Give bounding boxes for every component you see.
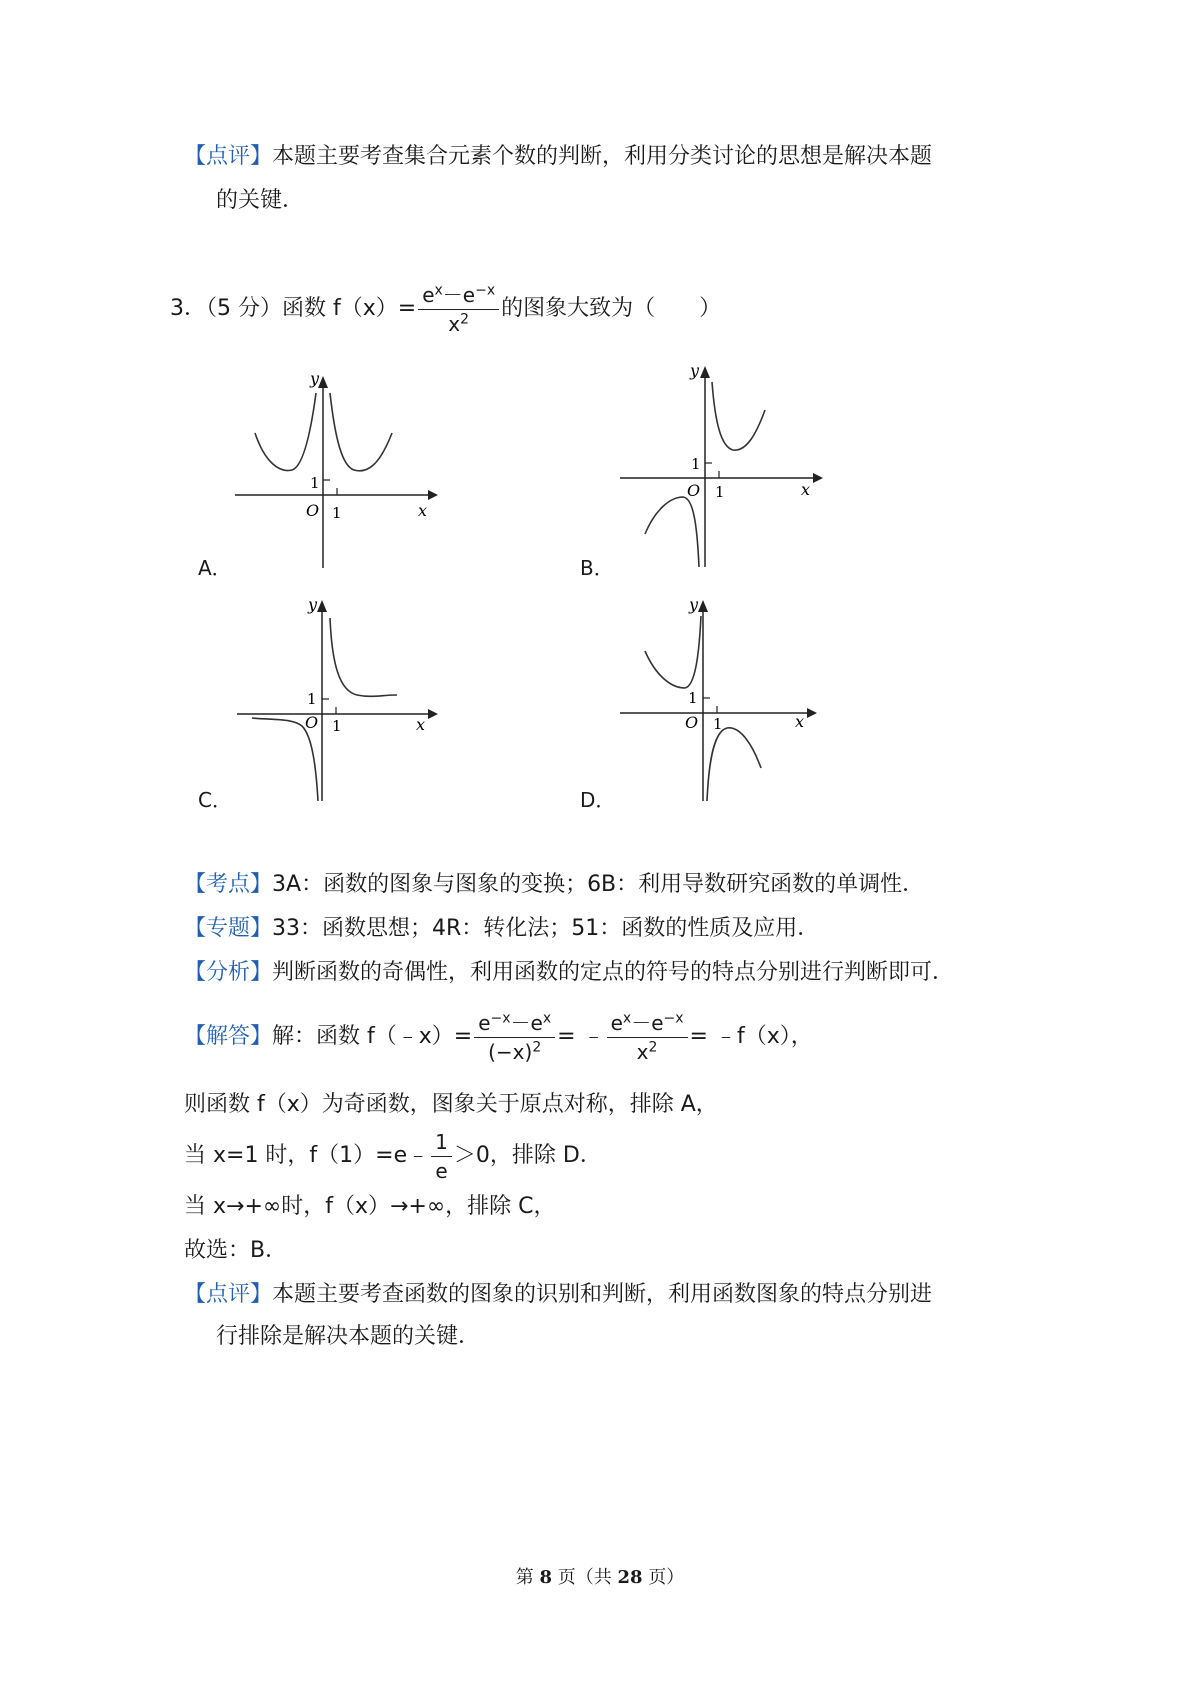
page-footer: 第 8 页（共 28 页） bbox=[515, 1567, 685, 1588]
jieda-tag: 【解答】 bbox=[184, 1024, 273, 1049]
graph-a bbox=[230, 368, 440, 573]
kaodian-text: 3A：函数的图象与图象的变换；6B：利用导数研究函数的单调性． bbox=[272, 872, 925, 897]
tick-x-label: 1 bbox=[715, 483, 725, 501]
one-over-e-fraction: $\frac{1}{e}$ bbox=[431, 1130, 452, 1183]
tick-y-label: 1 bbox=[691, 455, 701, 473]
review-text: 本题主要考查函数的图象的识别和判断，利用函数图象的特点分别进 bbox=[272, 1282, 933, 1307]
jieda-line-3: 当 x=1 时，f（1）=e﹣ $\frac{1}{e}$ ＞0，排除 D． bbox=[184, 1129, 602, 1183]
x-axis-label: x bbox=[418, 501, 428, 520]
option-d-label: D． bbox=[580, 788, 616, 812]
option-a-label: A． bbox=[198, 556, 232, 580]
x-axis-label: x bbox=[801, 480, 811, 499]
page-number: 8 bbox=[539, 1567, 552, 1588]
x-axis-label: x bbox=[795, 712, 805, 731]
option-c-label: C． bbox=[198, 788, 232, 812]
jieda-line-4: 当 x→+∞时，f（x）→+∞，排除 C， bbox=[184, 1194, 556, 1219]
zhuanti-tag: 【专题】 bbox=[184, 916, 273, 941]
zhuanti-text: 33：函数思想；4R：转化法；51：函数的性质及应用． bbox=[272, 916, 820, 941]
origin-label: O bbox=[685, 713, 699, 732]
jieda-fraction-2: $\frac{e^x-e^{-x}}{x^2}$ bbox=[607, 1011, 688, 1064]
jieda-line-2: 则函数 f（x）为奇函数，图象关于原点对称，排除 A， bbox=[184, 1092, 718, 1117]
jieda-fraction-1: $\frac{e^{-x}-e^x}{(-x)^2}$ bbox=[474, 1011, 555, 1064]
tick-y-label: 1 bbox=[310, 474, 320, 492]
tick-y-label: 1 bbox=[688, 689, 698, 707]
tick-y-label: 1 bbox=[307, 690, 317, 708]
graph-c bbox=[232, 596, 442, 806]
review-tag: 【点评】 bbox=[184, 1282, 273, 1307]
y-axis-label: y bbox=[690, 362, 700, 380]
tick-x-label: 1 bbox=[713, 715, 723, 733]
fenxi-text: 判断函数的奇偶性，利用函数的定点的符号的特点分别进行判断即可． bbox=[272, 960, 955, 985]
fenxi-line bbox=[184, 958, 954, 988]
zhuanti-line bbox=[184, 914, 819, 944]
origin-label: O bbox=[306, 501, 320, 520]
jieda-eq-mid: = ﹣ bbox=[557, 1024, 605, 1049]
y-axis-label: y bbox=[308, 596, 318, 614]
review-text: 本题主要考查集合元素个数的判断，利用分类讨论的思想是解决本题 bbox=[272, 144, 933, 169]
jieda-line-1 bbox=[184, 1006, 813, 1068]
kaodian-line bbox=[184, 870, 924, 900]
x-axis-label: x bbox=[416, 715, 426, 734]
jieda-line-5: 故选：B． bbox=[184, 1238, 288, 1263]
y-axis-label: y bbox=[310, 369, 320, 388]
option-b-label: B． bbox=[580, 556, 614, 580]
review-1-line-1 bbox=[184, 142, 932, 172]
question-suffix: 的图象大致为（ ） bbox=[501, 296, 722, 321]
tick-x-label: 1 bbox=[332, 717, 342, 735]
jieda-suffix: = ﹣f（x）， bbox=[689, 1024, 813, 1049]
total-pages: 28 bbox=[617, 1567, 643, 1588]
kaodian-tag: 【考点】 bbox=[184, 872, 273, 897]
origin-label: O bbox=[305, 713, 319, 732]
y-axis-label: y bbox=[689, 596, 699, 614]
question-line bbox=[170, 278, 721, 340]
tick-x-label: 1 bbox=[332, 504, 342, 522]
question-prefix: 3．（5 分）函数 f（x）= bbox=[170, 296, 417, 321]
review-text-cont: 的关键． bbox=[216, 188, 305, 213]
review-2-line-2: 行排除是解决本题的关键． bbox=[216, 1324, 481, 1349]
origin-label: O bbox=[687, 481, 701, 500]
jieda-prefix: 解：函数 f（﹣x）= bbox=[272, 1024, 473, 1049]
review-2-line-1 bbox=[184, 1280, 932, 1310]
review-1-line-2 bbox=[216, 186, 304, 216]
graph-d bbox=[615, 596, 825, 806]
question-fraction: $\frac{e^x-e^{-x}}{x^2}$ bbox=[418, 283, 499, 336]
fenxi-tag: 【分析】 bbox=[184, 960, 273, 985]
graph-b bbox=[615, 362, 825, 572]
review-tag: 【点评】 bbox=[184, 144, 273, 169]
